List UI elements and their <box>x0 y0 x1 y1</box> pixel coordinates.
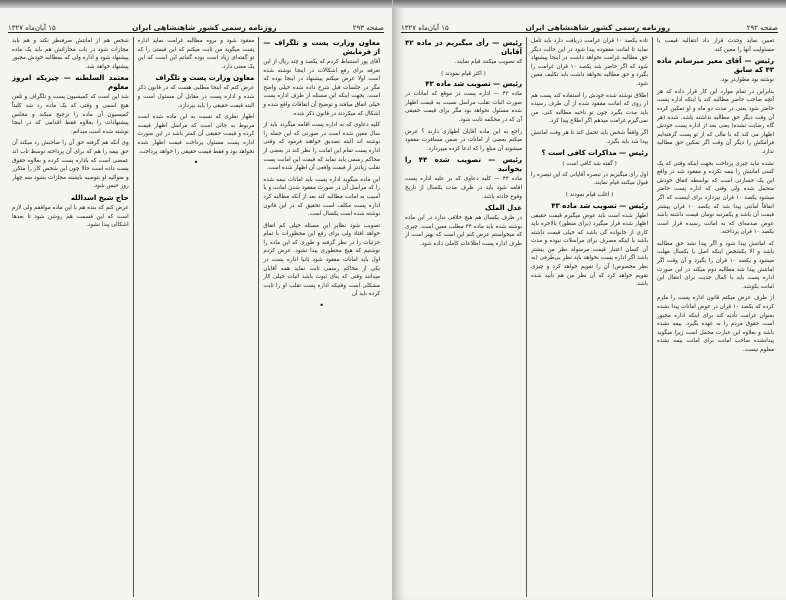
paragraph: تعیین نماید وحدت قرار داد انتقالیه قیمت یا مسئولیت آنها را معین کند. <box>657 38 774 53</box>
paragraph: شخص هم از امانتش صرفنظر نکند و هم باید مجازات شود در باب مجازاتش هم باید یک ماده پیشنهاد شود و اداره ولی که بمطالبه خودش مجبور پیشنهاد خواهد شد. <box>11 38 129 70</box>
issue-date: ۱۵ آبان‌ماه ۱۳۲۷ <box>8 24 56 32</box>
paragraph: که تصویب میکنند قیام نمایند. <box>454 59 522 65</box>
paragraph: اظهار شده است باید عوض میگیرم قیمت حقیقی اظهار شده قرار میگیرد (برای منظور) بالاخره باید کاری از خانواده گی باشد که خیلی قیمت داشته باشد یا اینکه مصرف برای مراسلات نبوده و مدت آن کسان اعتبار قیمت مرسوله نظر من بیشتر باشد اگر اداره پست بخواهد باید نظر بی‌طرفی (به نظر مخصوص) آن را تقویم خواهد کرد و چیزی تقویم خواهد کرد که آن نظر من هم تأیید شده باشد. <box>531 212 648 288</box>
paragraph: تصویب شود نظایر این مسئله خیلی کم اتفاق خواهد افتاد ولی برای رفع این محظورات با تمام جزئیات را در نظر گرفته و طوری که این ماده را نوشتیم که هیچ محظوری پیدا نشود. عرض کردم اول باید امانات مفقود شود ثانیا اداره پست در یکی از محاکم رسمی ثابت نماید همه آقایان میدانند وقتی که بنای ثبوت باشد اثبات خیلی کار مشکلی است وقتیکه اداره پست تقلب او را ثابت کرده باید آن <box>263 222 380 298</box>
left-page-columns <box>8 37 384 597</box>
procedural-note: ( اکثر قیام نمودند ) <box>441 70 486 77</box>
speaker-heading: رئیس — آقای معیر میرسانم ماده ۴۳ که سابق <box>657 57 774 75</box>
right-page <box>393 0 786 600</box>
speaker-heading: رئیس — تصویب شد ماده ۴۳ <box>551 201 648 210</box>
paragraph: که امانتش پیدا شود و اگر پیدا نشد حق مطالبه باشد و الا یکشخص اینکه اصل یا یکسال مهلت میشود و یکصد ۱۰ قران را بگیرد و آن وقت اگر امانتش پیدا شد مطالبه دوم میکند در این صورت اداره پست باید با کمال جدیت برای انتقال این امانت بکوشد. <box>657 240 774 290</box>
paragraph: تاده یکصد ۱۰ قران غرامت دریافت دارد باید تأمل نماید تا امانت مفقوده پیدا شود در این حالت دیگر حق مطالبه غرامت نخواهد داشت در اینجا پیشنهاد شود که اگر حاضر شد یکصد ۱۰ قران غرامت را بگیرد و حق مطالبه نخواهد داشت باید تکلیف معین شود. <box>531 38 648 87</box>
speaker-heading: رئیس — تصویب شده ۴۴ را بخوانید <box>405 156 522 174</box>
paragraph: کلیه دعاوی که به اداره پست اقامه میگردد باید از سال معین شده است در صورتی که این جمله را نوشته اند البته تصدیق خواهند فرمود که وقتی اداره پست تمام این امانت را نظر کند در بعضی از محاکم رسمی باید نماید که قیمت این امانت پست تقلب زیادتر از قیمت واقعی آن اظهار شده است. <box>263 122 380 172</box>
page-number: صفحه ۲۹۲ <box>746 24 778 32</box>
speaker-heading: حاج شیخ اسدالله <box>70 193 129 202</box>
column-end-mark: • <box>193 158 199 168</box>
paragraph: اطلاق نوشته شده خودش را استفاده کند پست هم از روی که امانت مفقود شده از آن طرف رسیده باید مدت بگیرد چون تو ناحیه مطالبه کنی. من نمی‌گیرم غرامت میدهم اگر اطلاع پیدا کرد. <box>531 92 648 125</box>
paragraph: شد این است که کمیسیون پست و تلگراف و تلفن هیچ اسمی و وقتی که یک ماده رد شد کلیتاً کمیسیون آن ماده را ترجیح میکند و مجلس پیشنهادات را بعلاوه فقط اقدامی که در اینجا نوشته شده است میدانم. <box>11 94 129 135</box>
speaker-heading: رئیس — مذاکرات کافی است ؟ <box>541 149 648 158</box>
paragraph: نشده نباید چیزی پرداخت بجهت اینکه وقتی که یک کسی امانتش را بیمه نکرده و مفقود شد در واقع این یک خسارتی است که بواسطه اتفاق خودش متحمل شده ولی وقتی که اداره پست حاضر میشود یکصد ۱۰ قران بپردازد برای اینست که اگر اتفاقاً امانتی پیدا شد که یکصد ۱۰ قران پیشتر قیمت آن باشد و یکمرتبه تومان قیمت داشته باشد عوض صدمه‌ای که به امانت رسیده قرار است یکصد ۱۰ قران پرداخته. <box>657 160 775 236</box>
right-page-columns <box>401 37 778 597</box>
speaker-heading: رئیس — تصویب شد ماده ۴۳ <box>425 80 522 89</box>
paragraph: وی آنکه هم گرفته حق آن را صاحبش رد میکند آن حق بیمه را هم که برای آن پرداخته توسط تاب اند عمضی است که باداره پست کرده و بعلاوه حقوق پست داده است حالا چون این شخص کار را متکرر و متوالیه او بتوصیه بایسته مجازات بشود سه چهار روز حبس شود. <box>11 140 129 190</box>
scan-top-edge <box>393 0 786 8</box>
paragraph: اظهار نظری که نسبت به این ماده شده است مربوط به جائی است که مراسل اظهار قیمت کرده و قیمت حقیقی آن کمتر باشد در این صورت اداره پست مسئول پرداخت قیمت اظهار شده نخواهد بود و فقط قیمت حقیقی را خواهد پرداخت. <box>137 114 255 155</box>
paragraph: اگر واقعاً شخص باید تحمل کند تا هر وقت امانتش پیدا شد باید بگیرد. <box>531 129 648 145</box>
speaker-heading: معتمد السلطنه — چیزیکه امروز معلوم <box>11 74 129 92</box>
text-column <box>527 37 653 597</box>
speaker-heading: رئیس — رأی میگیریم در ماده ۴۲ آقایان <box>405 39 522 56</box>
text-column <box>8 37 134 597</box>
paragraph: نوشته بود مطول‌تر بود. <box>720 77 774 84</box>
column-end-mark: • <box>319 301 325 311</box>
paragraph: ماده ۴۴ — کلیه دعاوی که بر علیه اداره پست اقامه شود باید در ظرف مدت یکسال از تاریخ وقوع حادثه باشد. <box>405 176 522 200</box>
procedural-note: ( اغلب قیام نمودند ) <box>565 191 614 198</box>
speaker-heading: عدل الملک <box>484 204 522 213</box>
paragraph: عرض کنم که اینجا مطلبی هست که در قانون ذکر شده و اداره پست در مقابل آن مسئول است و البته قیمت حقیقی را باید بپردازد. <box>137 85 255 109</box>
masthead: روزنامه رسمی کشور شاهنشاهی ایران <box>131 23 277 32</box>
procedural-note: ( گفته شد کافی است ) <box>562 161 617 168</box>
paragraph: مفقود شود و بروه مطالبه غرامت نماید اداره پست میگوید من ثابت میکنم که این قیمتی را که تو گفته‌ای زیاد است بوده گمانم این است که این یک معنی دارد. <box>137 38 255 70</box>
scan-top-edge <box>0 0 392 8</box>
paragraph: راجع به این ماده آقایان اظهاری دارند ؟ عرض میکنم بعضی از امانات در ضمن مسافرت مفقود میشوند آن مبلغ را که ادعا کرده میپردازد. <box>405 128 522 152</box>
paragraph: آقای پور استنباط کردم که یکصد و چند ریال از این تعرفه برای رفع اشکالات در اینجا نوشته شده است اولا عرض میکنم پیشنهاد در اینجا بوده که مگر در جلسات قبل شرح داده شده خیلی واضح است. بجهت اینکه این مسئله از طرف اداره پست خیلی اتفاق میافتد و توضیح آن اتفاقات واقع شده و اشکال که میکردند در قانون ذکر شده. <box>263 59 380 117</box>
paragraph: از طرف عرض میکنم قانون اداره پست را ملزم کرده که یکصد ۱۰ قران در عوض امانات پیدا نشده بعنوان غرامت تأدیه کند برای اینکه اداره مجبور است حقوق مردم را به عهده بگیرد. بیمه نشده باشد و بعلاوه این عبارت محمل است زیرا میگوید پیدانشده صاحب امانت برای امانت بیمه نشده معلوم نیست. <box>657 295 774 353</box>
paragraph: ماده ۴۳ — اداره پست در موقع که امانات در صورت اثبات تقلب مراسل نسبت به قیمت اظهار شده مسئول نخواهد بود مگر برای قیمت حقیقی آن که در محکمه ثابت شود. <box>405 91 522 123</box>
left-page-header <box>8 16 384 33</box>
speaker-heading: معاون وزارت پست و تلگراف <box>155 74 255 83</box>
issue-date: ۱۵ آبان‌ماه ۱۳۲۷ <box>401 24 449 32</box>
page-number: صفحه ۲۹۳ <box>352 24 384 32</box>
text-column <box>134 37 260 597</box>
paragraph: در ظرف یکسال هم هیچ خلافی ندارد در این ماده نوشته شده باید ماده ۴۴ مطلب معین است. چیزی که میخواستم عرض کنم این است که بهتر است از طرف اداره پست اطلاعات کاملی داده شود. <box>405 215 522 247</box>
text-column <box>259 37 384 597</box>
speaker-heading: معاون وزارت پست و تلگراف — از فرمایش <box>263 39 380 56</box>
paragraph: این ماده میگوید اداره پست باید امانات بیمه شده را که مراسل آن در صورت مفقود شدن امانت و یا آسیب به امانت مطالبه کند بعد از آنکه مطالبه کرد اداره پست مکلف است تحقیق که در این قانون نوشته شده است یکسال است. <box>263 176 380 218</box>
text-column <box>401 37 527 597</box>
masthead: روزنامه رسمی کشور شاهنشاهی ایران <box>525 23 671 32</box>
text-column <box>653 37 778 597</box>
paragraph: بنابراین در تمام موارد این کار قرار داده که هر آنچه صاحب حاضر مطالبه کند یا اینکه اداره پست حاضر شود یعنی در مدت دو ماه و او تمکین کرده آن وقت دیگر حق مطالبه نداشته باشد. شده (هر گاه رضایت نشده) یعنی بعد از اداره پست خودش اظهار می کند که با مالی که از تو پست گرفته‌ایم فرامکش را دیگر آن وقت اگر تمکین حق مطالبه ندارد. <box>657 88 774 155</box>
paragraph: اول رأی میگیریم در تبصره آقایانی که این تبصره را قبول میکنند قیام نمایند. <box>531 171 648 187</box>
paragraph: عرض کنم که بنده هم با این ماده موافقم ولی لازم است که این قسمت هم روشن شود تا بعدها اشکالی پیدا نشود. <box>11 204 129 229</box>
right-page-header <box>401 16 778 33</box>
